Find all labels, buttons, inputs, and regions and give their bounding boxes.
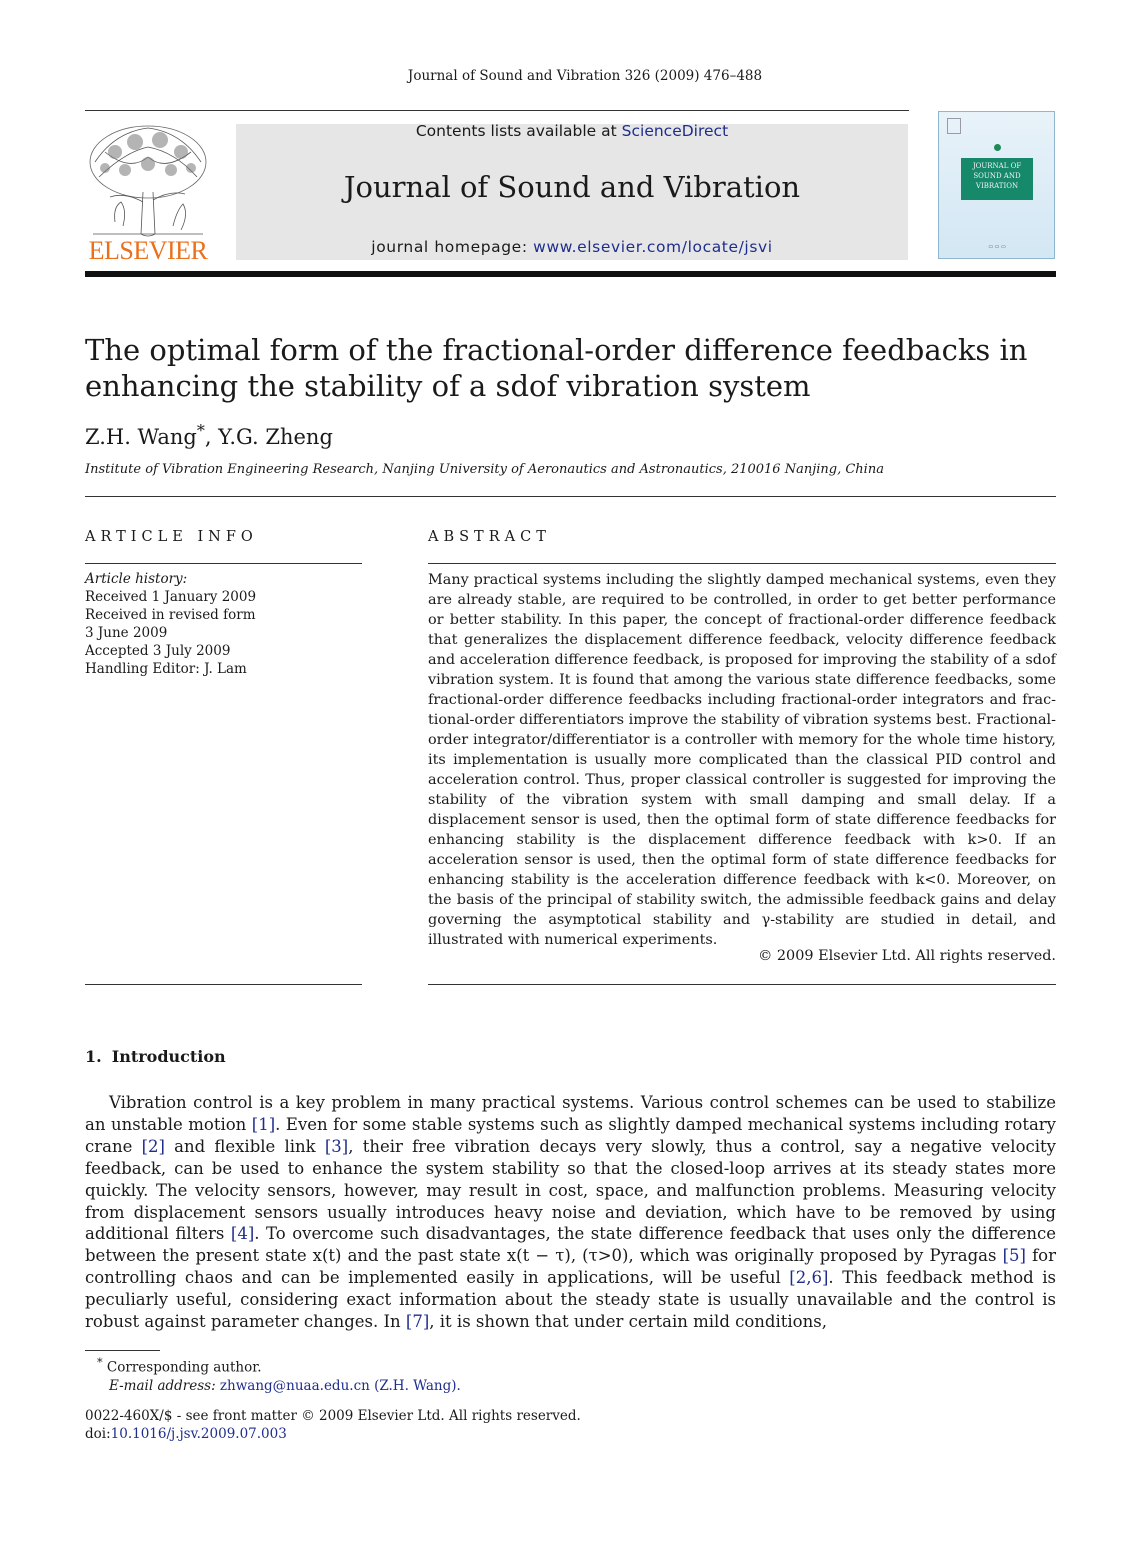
handling-editor: Handling Editor: J. Lam bbox=[85, 661, 247, 677]
cover-footer: ▭ ▭ ▭ bbox=[988, 244, 1006, 250]
abstract-text: Many practical systems including the slightly damped mechanical systems, even they are already stable, are required to be controlled, in order to get better performance or better stability. In this paper, the concept of fractional-order difference feedback that generalizes the displacement difference feedback, velocity difference feedback and acceleration difference feedback, is proposed for improving the stability of a sdof vibration system. It is found that among the various state difference feedbacks, some fractional-order difference feedbacks including fractional-order integrators and frac-tional-order differentiators improve the stability of vibration systems best. Fractional-order integrator/differentiator is a controller with memory for the whole time history, its implementation is usually more complicated than the classical PID control and acceleration control. Thus, proper classical controller is suggested for improving the stability of the vibration system with small damping and small delay. If a displacement sensor is used, then the optimal form of state difference feedbacks for enhancing stability is the displacement difference feedback with k>0. If an acceleration sensor is used, then the optimal form of state difference feedbacks for enhancing stability is the acceleration difference feedback with k<0. Moreover, on the basis of the principal of stability switch, the admissible feedback gains and delay governing the asymptotical stability and γ-stability are studied in detail, and illustrated with numerical experiments. bbox=[428, 572, 1056, 948]
citation-2[interactable]: [2] bbox=[141, 1136, 165, 1156]
abstract-copyright: © 2009 Elsevier Ltd. All rights reserved. bbox=[757, 948, 1056, 964]
homepage-prefix: journal homepage: bbox=[371, 238, 534, 256]
title-rule bbox=[85, 496, 1056, 497]
section-number: 1. bbox=[85, 1047, 102, 1066]
article-title bbox=[85, 332, 1060, 404]
section-title: Introduction bbox=[111, 1047, 226, 1066]
footnote-corresponding bbox=[85, 1354, 461, 1377]
article-info-bottom-rule bbox=[85, 984, 362, 985]
footnote bbox=[85, 1354, 461, 1395]
history-received: Received 1 January 2009 bbox=[85, 589, 257, 605]
citation-5[interactable]: [5] bbox=[1002, 1246, 1026, 1266]
intro-text-3: and flexible link bbox=[164, 1136, 325, 1156]
elsevier-wordmark[interactable]: ELSEVIER bbox=[88, 236, 208, 265]
front-matter bbox=[85, 1407, 581, 1443]
affiliation: Institute of Vibration Engineering Research, Nanjing University of Aeronautics and Astronautics, 210016 Nanjing, China bbox=[85, 462, 884, 477]
corresponding-mark[interactable]: * bbox=[196, 421, 205, 440]
contents-line bbox=[236, 122, 908, 140]
citation-4[interactable]: [4] bbox=[230, 1224, 255, 1244]
intro-text-8: , it is shown that under certain mild conditions, bbox=[429, 1312, 827, 1332]
intro-text-6: for controlling chaos and can be implemented easily in applications, will be useful bbox=[85, 1246, 1056, 1288]
contents-prefix: Contents lists available at bbox=[415, 122, 622, 140]
history-accepted: Accepted 3 July 2009 bbox=[85, 643, 231, 659]
doi-line bbox=[85, 1425, 581, 1443]
intro-text-7: . This feedback method is peculiarly useful, considering exact information about the steady state is usually unavailable and the control is robust against parameter changes. In bbox=[85, 1268, 1056, 1332]
intro-text-5: . To overcome such disadvantages, the state difference feedback that uses only the difference between the present state x(t) and the past state x(t − τ), (τ>0), which was originally proposed by Pyragas bbox=[85, 1224, 1056, 1266]
article-info-heading: ARTICLE INFO bbox=[85, 529, 258, 545]
homepage-line bbox=[236, 238, 908, 256]
footnote-mark: * bbox=[97, 1356, 103, 1369]
author-2[interactable]: Y.G. Zheng bbox=[218, 425, 333, 449]
abstract-heading: ABSTRACT bbox=[428, 529, 551, 545]
running-head: Journal of Sound and Vibration 326 (2009) 476–488 bbox=[407, 68, 763, 84]
sciencedirect-link[interactable]: ScienceDirect bbox=[621, 122, 729, 140]
cover-publisher-mark bbox=[947, 118, 961, 134]
citation-7[interactable]: [7] bbox=[405, 1312, 430, 1332]
author-list bbox=[85, 421, 333, 449]
author-separator: , bbox=[204, 425, 219, 449]
doi-link[interactable]: 10.1016/j.jsv.2009.07.003 bbox=[110, 1426, 287, 1442]
title-line-1: The optimal form of the fractional-order difference feedbacks in bbox=[85, 333, 1028, 367]
abstract-bottom-rule bbox=[428, 984, 1056, 985]
journal-title: Journal of Sound and Vibration bbox=[343, 170, 801, 204]
footnote-email-line bbox=[85, 1377, 461, 1395]
journal-cover-thumbnail[interactable] bbox=[938, 111, 1055, 259]
intro-text-4: , their free vibration decays very slowly, thus a control, say a negative velocity feedback, can be used to enhance the system stability so that the closed-loop arrives at its steady states more quickly. The velocity sensors, however, may result in cost, space, and malfunction problems. Measuring velocity from displacement sensors usually introduces heavy noise and deviation, which have to be removed by using additional filters bbox=[85, 1136, 1056, 1244]
title-line-2: enhancing the stability of a sdof vibration system bbox=[85, 369, 811, 403]
cover-title-tile: JOURNAL OF SOUND AND VIBRATION bbox=[961, 158, 1033, 200]
article-history bbox=[85, 570, 362, 678]
cover-emblem-icon bbox=[994, 144, 1001, 151]
citation-6[interactable]: [2,6] bbox=[789, 1268, 829, 1288]
intro-text-2: . Even for some stable systems such as slightly damped mechanical systems including rotary crane bbox=[85, 1114, 1056, 1156]
citation-3[interactable]: [3] bbox=[324, 1136, 349, 1156]
abstract-top-rule bbox=[428, 563, 1056, 564]
doi-prefix: doi: bbox=[85, 1426, 111, 1442]
footnote-text: Corresponding author. bbox=[102, 1359, 262, 1376]
section-heading-introduction bbox=[85, 1047, 226, 1066]
homepage-link[interactable]: www.elsevier.com/locate/jsvi bbox=[533, 238, 773, 256]
citation-1[interactable]: [1] bbox=[251, 1114, 276, 1134]
history-revised-2: 3 June 2009 bbox=[85, 625, 168, 641]
header-top-rule bbox=[85, 110, 909, 111]
email-label: E-mail address: bbox=[109, 1377, 220, 1394]
email-link[interactable]: zhwang@nuaa.edu.cn (Z.H. Wang). bbox=[219, 1377, 461, 1394]
footnote-rule bbox=[85, 1350, 160, 1351]
header-thick-rule bbox=[85, 271, 1056, 277]
history-label: Article history: bbox=[85, 571, 188, 587]
article-info-top-rule bbox=[85, 563, 362, 564]
intro-text-1: Vibration control is a key problem in many practical systems. Various control schemes can be used to stabilize an unstable motion bbox=[85, 1093, 1056, 1134]
introduction-paragraph bbox=[85, 1092, 1056, 1333]
author-1[interactable]: Z.H. Wang bbox=[85, 425, 197, 449]
issn-line: 0022-460X/$ - see front matter © 2009 Elsevier Ltd. All rights reserved. bbox=[85, 1408, 581, 1424]
history-revised-1: Received in revised form bbox=[85, 607, 256, 623]
